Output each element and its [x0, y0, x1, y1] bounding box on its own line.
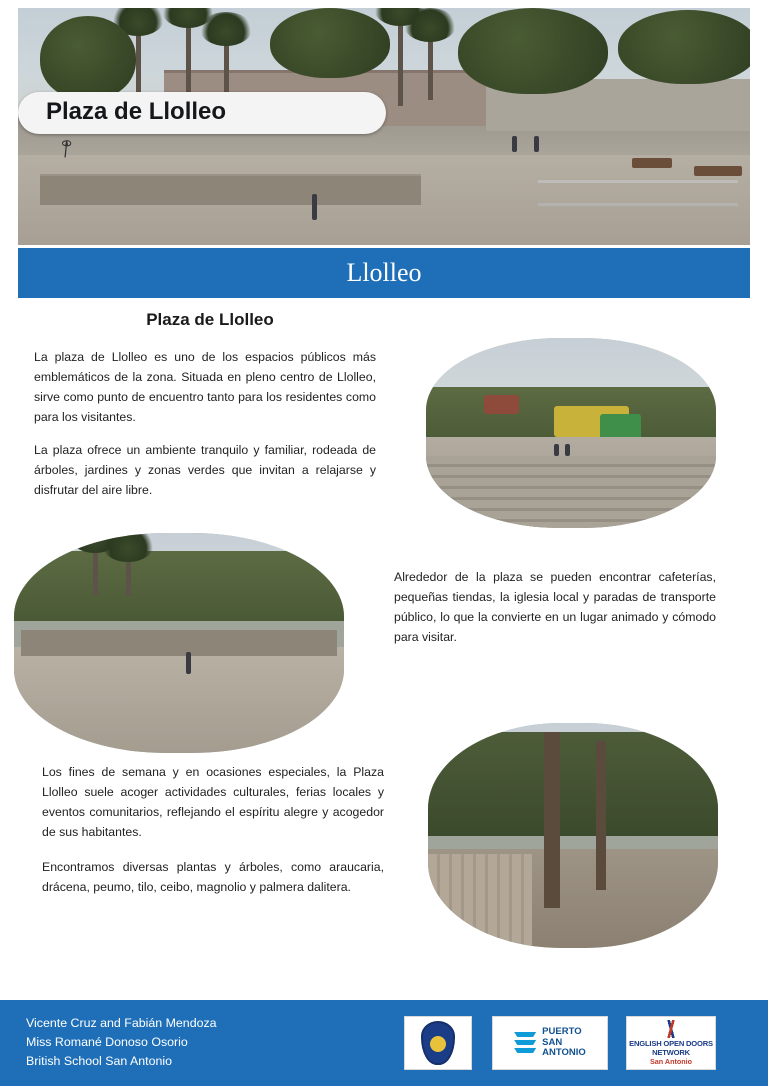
wave-chevron-icon [514, 1030, 536, 1056]
playground-and-steps-photo [426, 338, 716, 528]
puerto-logo-inner [514, 1027, 586, 1060]
trees-and-path-photo [428, 723, 718, 948]
palm-tree-icon [93, 537, 98, 595]
person-figure [534, 136, 539, 152]
puerto-line-2: SAN [542, 1036, 563, 1048]
network-line-2: San Antonio [649, 1057, 693, 1066]
hero-panorama-photo [18, 8, 750, 245]
network-flag-icon [656, 1020, 686, 1038]
credit-line-2: Miss Romané Donoso Osorio [26, 1035, 188, 1050]
plaza-paving-and-palms-photo [14, 533, 344, 753]
hero-low-wall [40, 174, 421, 205]
puerto-line-1: PUERTO [542, 1025, 582, 1037]
tree-icon [270, 8, 390, 78]
person-figure [186, 652, 191, 674]
tree-icon [458, 8, 608, 94]
section-banner [18, 248, 750, 298]
tree-icon [40, 16, 136, 100]
paragraph-3: Alrededor de la plaza se pueden encontrar cafeterías, pequeñas tiendas, la iglesia local y paradas de transporte público, lo que la convierte en un lugar animado y cómodo para visitar. [394, 570, 716, 644]
footer [0, 1000, 768, 1086]
banner-title: Llolleo [346, 258, 422, 287]
photo-paving [428, 854, 532, 949]
photo-low-wall [21, 630, 338, 656]
tree-trunk [596, 741, 606, 890]
palm-tree-icon [186, 12, 191, 104]
photo-steps [426, 456, 716, 528]
palm-tree-icon [398, 10, 403, 106]
crest-icon [421, 1021, 455, 1065]
tree-trunk [544, 732, 560, 908]
paragraph-5: Encontramos diversas plantas y árboles, como araucaria, drácena, peumo, tilo, ceibo, magnolio y palmera dalitera. [42, 860, 384, 894]
credits-block [26, 1014, 217, 1072]
person-figure [312, 194, 317, 220]
photo-tree-line [428, 732, 718, 836]
page-title: Plaza de Llolleo [146, 310, 274, 329]
palm-tree-icon [126, 546, 131, 596]
paragraph-1: La plaza de Llolleo es uno de los espacios públicos más emblemáticos de la zona. Situada en pleno centro de Llolleo, sirve como punto de encuentro tanto para los residentes como para los visitantes. [34, 350, 376, 424]
palm-tree-icon [136, 20, 141, 98]
credit-line-1: Vicente Cruz and Fabián Mendoza [26, 1016, 217, 1030]
puerto-logo-text [542, 1027, 586, 1060]
puerto-line-3: ANTONIO [542, 1047, 586, 1059]
park-bench [632, 158, 672, 168]
person-figure [565, 444, 570, 456]
photo-ground [14, 647, 344, 753]
english-network-logo [626, 1016, 716, 1070]
network-logo-inner [627, 1020, 715, 1066]
palm-tree-icon [428, 26, 433, 100]
credit-line-3: British School San Antonio [26, 1054, 173, 1069]
paragraph-4: Los fines de semana y en ocasiones especiales, la Plaza Llolleo suele acoger actividades culturales, ferias locales y eventos comunitarios, reflejando el espíritu alegre y acogedor de sus habitantes. [42, 765, 384, 839]
puerto-san-antonio-logo [492, 1016, 608, 1070]
network-line-1: ENGLISH OPEN DOORS NETWORK [629, 1039, 713, 1057]
person-figure [554, 444, 559, 456]
palm-tree-icon [224, 30, 229, 100]
park-bench [694, 166, 742, 176]
photo-tree-line [14, 551, 344, 621]
hero-title: Plaza de Llolleo [46, 98, 227, 125]
tree-icon [618, 10, 750, 84]
paragraph-2: La plaza ofrece un ambiente tranquilo y familiar, rodeada de árboles, jardines y zonas verdes que invitan a relajarse y disfrutar del aire libre. [34, 443, 376, 497]
photo-building [484, 395, 519, 414]
person-figure [512, 136, 517, 152]
hero-railing [538, 180, 738, 206]
school-crest-logo [404, 1016, 472, 1070]
